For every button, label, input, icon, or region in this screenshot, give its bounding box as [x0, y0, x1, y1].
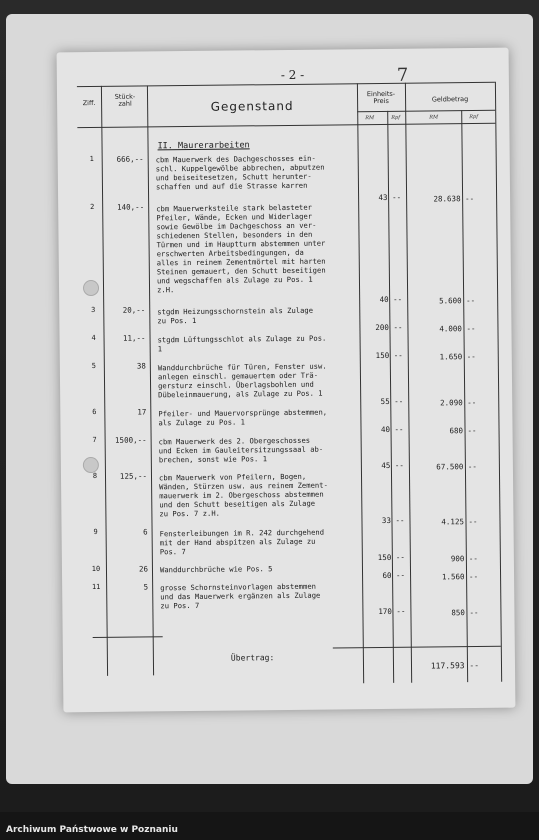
carry-over-label: Übertrag: — [230, 653, 275, 663]
row-number: 10 — [91, 564, 101, 574]
subheader-rpf-price: Rpf — [391, 114, 401, 121]
row-number: 8 — [92, 471, 98, 481]
page-number: - 2 - — [280, 67, 305, 83]
row-quantity: 11,-- — [122, 333, 146, 343]
header-amount: Geldbetrag — [431, 95, 469, 104]
row-amount: 680 -- — [449, 426, 477, 436]
row-quantity: 38 — [136, 361, 146, 371]
row-number: 3 — [91, 305, 96, 315]
row-unit-price: 45 -- — [381, 460, 404, 471]
subheader-rule — [357, 110, 495, 112]
header-unit-price: Einheits- Preis — [366, 89, 396, 106]
row-amount: 67.500 -- — [436, 462, 477, 472]
row-amount: 28.638 -- — [433, 194, 475, 204]
film-edge-strip — [0, 790, 539, 812]
punch-hole-bottom — [83, 457, 99, 473]
row-quantity: 1500,-- — [114, 435, 147, 445]
row-unit-price: 60 -- — [382, 570, 406, 581]
subheader-rm-amount: RM — [429, 114, 439, 121]
row-quantity: 20,-- — [122, 305, 146, 315]
archive-label: Archiwum Państwowe w Poznaniu — [6, 825, 178, 835]
row-description: cbm Mauerwerksteile stark belasteter Pfeiler, Wände, Ecken und Widerlager sowie Gewölbe im Dachgeschoss an ver- schiedenen Stellen, besonders in den Türmen und im Hauptturm abstemmen unter erschwerten Arbeitsbedingungen, da alles in reinem Zementmörtel mit harten Steinen gemauert, den Schutt beseitigen und wegschaffen als Zulage zu Pos. 1 z.H. — [156, 202, 326, 295]
row-quantity: 125,-- — [119, 471, 148, 481]
row-unit-price: 43 -- — [378, 192, 402, 203]
row-description: Wanddurchbrüche wie Pos. 5 — [159, 564, 273, 575]
col-rule-price — [405, 83, 412, 683]
subheader-rm-price: RM — [365, 115, 375, 122]
row-quantity: 6 — [143, 527, 148, 537]
row-amount: 4.125 -- — [441, 517, 478, 527]
row-description: Fensterleibungen im R. 242 durchgehend mit der Hand abspitzen als Zulage zu Pos. 7 — [159, 527, 325, 557]
subheader-rpf-amount: Rpf — [469, 113, 479, 121]
row-number: 11 — [91, 582, 101, 592]
row-description: stgdm Heizungsschornstein als Zulage zu Pos. 1 — [157, 305, 314, 326]
row-quantity: 26 — [138, 564, 149, 574]
row-unit-price: 40 -- — [380, 424, 404, 435]
header-ziff: Ziff. — [82, 98, 96, 108]
col-rule-right — [495, 82, 502, 682]
row-amount: 5.600 -- — [439, 296, 476, 306]
row-quantity: 17 — [137, 407, 147, 417]
row-amount: 4.000 -- — [439, 324, 476, 334]
row-unit-price: 150 -- — [375, 350, 403, 361]
row-number: 1 — [89, 155, 94, 164]
carry-over-total: 117.593 -- — [430, 660, 480, 671]
row-amount: 1.650 -- — [439, 352, 476, 362]
row-amount: 850 -- — [451, 607, 479, 618]
row-amount: 1.560 -- — [441, 571, 479, 582]
row-number: 9 — [93, 527, 98, 537]
header-bottom-rule — [77, 123, 495, 128]
row-unit-price: 55 -- — [380, 396, 404, 407]
row-description: cbm Mauerwerk von Pfeilern, Bogen, Wänden, Stürzen usw. aus reinem Zement- mauerwerk im 2. Obergeschoss abstemmen und den Schutt beseitigen als Zulage zu Pos. 7 z.H. — [158, 471, 328, 519]
row-description: cbm Mauerwerk des 2. Obergeschosses und Ecken im Gauleitersitzungssaal ab- brechen, sonst wie Pos. 1 — [158, 435, 324, 465]
row-unit-price: 150 -- — [377, 552, 405, 563]
row-description: Pfeiler- und Mauervorsprünge abstemmen, als Zulage zu Pos. 1 — [158, 407, 328, 428]
row-number: 7 — [92, 435, 97, 445]
row-number: 5 — [91, 361, 96, 371]
row-number: 2 — [90, 202, 95, 212]
handwritten-mark: 7 — [396, 64, 409, 86]
punch-hole-top — [83, 280, 99, 296]
row-description: Wanddurchbrüche für Türen, Fenster usw. anlegen einschl. gemauertem oder Trä- gersturz einschl. Überlagsbohlen und Dübeleinmauerung, als Zulage zu Pos. 1 — [157, 361, 327, 400]
row-description: grosse Schornsteinvorlagen abstemmen und das Mauerwerk ergänzen als Zulage zu Pos. 7 — [160, 581, 321, 611]
header-description: Gegenstand — [210, 98, 294, 114]
document-page — [57, 48, 516, 713]
row-quantity: 666,-- — [116, 154, 144, 164]
header-qty: Stück- zahl — [114, 92, 136, 108]
section-title: II. Maurerarbeiten — [157, 140, 250, 152]
row-description: stgdm Lüftungsschlot als Zulage zu Pos. 1 — [157, 333, 327, 354]
row-number: 6 — [92, 407, 97, 417]
row-description: cbm Mauerwerk des Dachgeschosses ein- schl. Kuppelgewölbe abbrechen, abputzen und beiseitesetzen, Schutt herunter- schaffen und auf die Strasse karren — [155, 153, 325, 192]
row-unit-price: 40 -- — [379, 294, 403, 305]
table-top-rule — [77, 82, 495, 87]
row-unit-price: 170 -- — [378, 606, 406, 617]
row-amount: 900 -- — [450, 554, 478, 564]
row-number: 4 — [91, 333, 96, 343]
row-quantity: 5 — [143, 582, 149, 592]
row-unit-price: 33 -- — [381, 515, 405, 526]
row-unit-price: 200 -- — [375, 322, 403, 333]
row-amount: 2.090 -- — [440, 398, 477, 408]
row-quantity: 140,-- — [117, 202, 145, 212]
carry-rule — [333, 646, 501, 649]
